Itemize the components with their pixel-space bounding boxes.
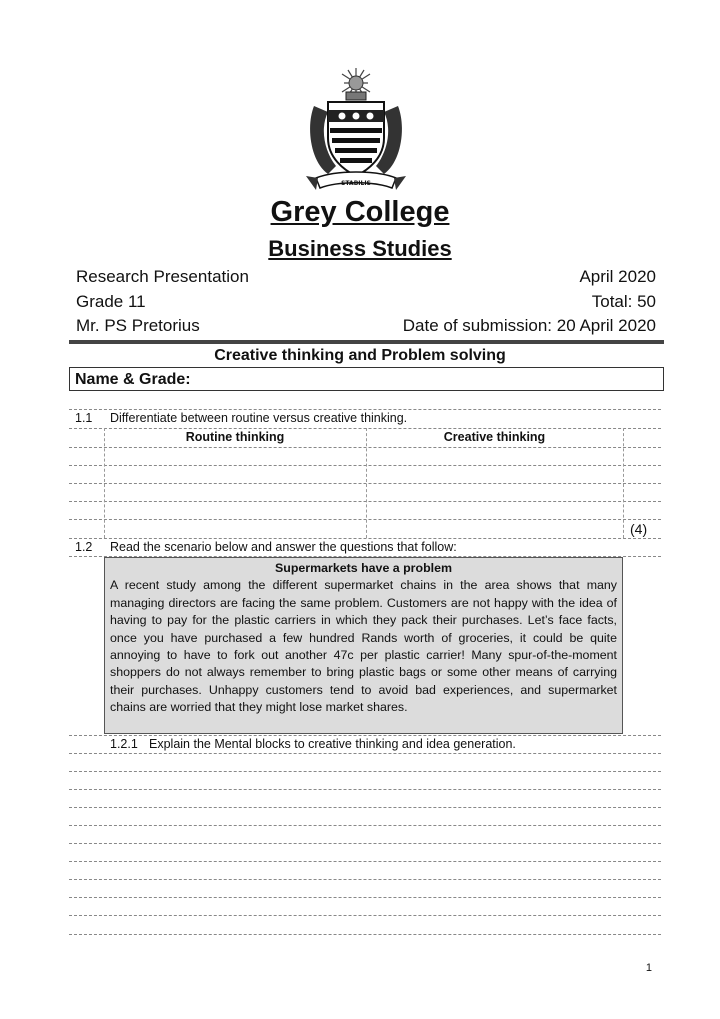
subject-title: Business Studies [268, 236, 452, 261]
crest-motto: STABILIS [341, 180, 371, 187]
scenario-text: A recent study among the different supermarket chains in the area shows that many managing directors are facing the same problem. Customers are not happy with the idea of having to pay for the plastic carriers in which they pack their purchases. Let’s face facts, once you have purchased a few hundred Rands worth of groceries, it could be quite annoying to have to fork out another 47c per plastic carrier! Many spur-of-the-moment shoppers do not always remember to bring plastic bags or some other means of carrying their purchases. Unhappy customers tend to avoid bad experiences, and supermarket chains are worried that they might lose market shares. [110, 578, 617, 715]
question-number: 1.1 [75, 411, 93, 425]
divider [69, 409, 661, 410]
column-header-routine: Routine thinking [185, 430, 285, 444]
answer-line[interactable] [69, 753, 661, 754]
answer-line[interactable] [69, 879, 661, 880]
answer-line[interactable] [69, 519, 661, 520]
table-column-line [623, 428, 624, 538]
table-column-line [104, 428, 105, 538]
submission-date: Date of submission: 20 April 2020 [402, 316, 656, 335]
answer-line[interactable] [69, 915, 661, 916]
mark-allocation: (4) [630, 521, 648, 537]
grade-label: Grade 11 [76, 292, 146, 311]
answer-line[interactable] [69, 447, 661, 448]
divider [69, 735, 661, 736]
answer-line[interactable] [69, 538, 661, 539]
answer-line[interactable] [69, 825, 661, 826]
teacher-name: Mr. PS Pretorius [76, 316, 200, 335]
answer-line[interactable] [69, 501, 661, 502]
answer-line[interactable] [69, 934, 661, 935]
school-name: Grey College [270, 196, 450, 228]
question-text: Differentiate between routine versus creative thinking. [110, 411, 408, 425]
answer-line[interactable] [69, 861, 661, 862]
question-text: Read the scenario below and answer the questions that follow: [110, 540, 457, 554]
name-grade-field[interactable] [69, 367, 664, 391]
date-label: April 2020 [579, 267, 656, 286]
answer-line[interactable] [69, 771, 661, 772]
page-number: 1 [645, 962, 652, 974]
scenario-box [104, 557, 623, 734]
question-text: Explain the Mental blocks to creative thinking and idea generation. [149, 737, 516, 751]
section-subtitle: Creative thinking and Problem solving [214, 347, 506, 364]
column-header-creative: Creative thinking [443, 430, 546, 444]
school-crest-logo [306, 66, 414, 196]
assignment-type: Research Presentation [76, 267, 249, 286]
answer-line[interactable] [69, 465, 661, 466]
total-marks: Total: 50 [591, 292, 656, 311]
scenario-title: Supermarkets have a problem [275, 561, 452, 575]
question-number: 1.2 [75, 540, 93, 554]
divider [69, 428, 661, 429]
answer-line[interactable] [69, 483, 661, 484]
question-number: 1.2.1 [110, 737, 138, 751]
answer-line[interactable] [69, 789, 661, 790]
name-grade-label: Name & Grade: [75, 371, 191, 388]
answer-line[interactable] [69, 897, 661, 898]
table-column-line [366, 428, 367, 538]
answer-line[interactable] [69, 807, 661, 808]
header-divider [69, 340, 664, 344]
answer-line[interactable] [69, 843, 661, 844]
